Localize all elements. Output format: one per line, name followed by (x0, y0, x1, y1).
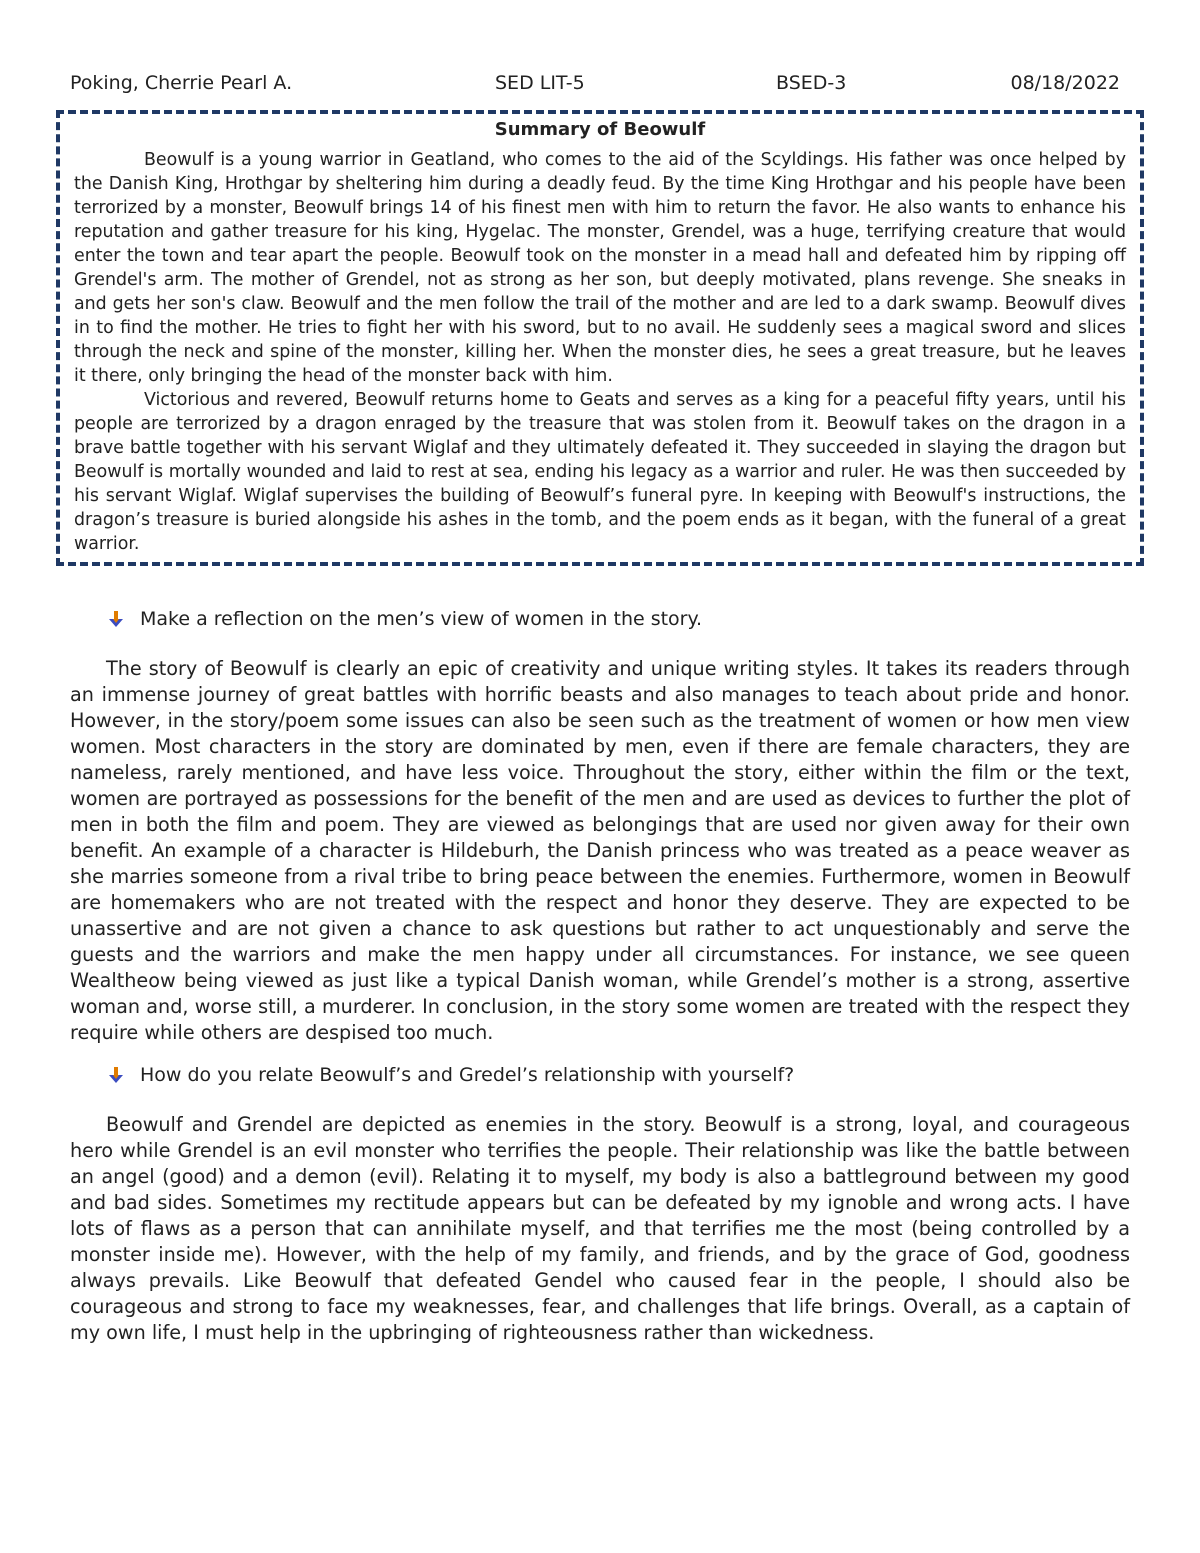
question-1 (70, 606, 1130, 632)
question-2 (70, 1062, 1130, 1088)
answer-paragraph: Beowulf and Grendel are depicted as enemies in the story. Beowulf is a strong, loyal, and courageous hero while Grendel is an evil monster who terrifies the people. Their relationship was like the battle between an angel (good) and a demon (evil). Relating it to myself, my body is also a battleground between my good and bad sides. Sometimes my rectitude appears but can be defeated by my ignoble and wrong acts. I have lots of flaws as a person that can annihilate myself, and that terrifies me the most (being controlled by a monster inside me). However, with the help of my family, and friends, and by the grace of God, goodness always prevails. Like Beowulf that defeated Gendel who caused fear in the people, I should also be courageous and strong to face my weaknesses, fear, and challenges that life brings. Overall, as a captain of my own life, I must help in the upbringing of righteousness rather than wickedness. (70, 1113, 1130, 1344)
summary-paragraph: Victorious and revered, Beowulf returns home to Geats and serves as a king for a peaceful fifty years, until his people are terrorized by a dragon enraged by the treasure that was stolen from it. Beowulf takes on the dragon in a brave battle together with his servant Wiglaf and they ultimately defeated it. They succeeded in slaying the dragon but Beowulf is mortally wounded and laid to rest at sea, ending his legacy as a warrior and ruler. He was then succeeded by his servant Wiglaf. Wiglaf supervises the building of Beowulf’s funeral pyre. In keeping with Beowulf's instructions, the dragon’s treasure is buried alongside his ashes in the tomb, and the poem ends as it began, with the funeral of a great warrior. (74, 390, 1126, 554)
question-text: How do you relate Beowulf’s and Gredel’s relationship with yourself? (140, 1064, 795, 1086)
question-text: Make a reflection on the men’s view of women in the story. (140, 608, 703, 630)
arrow-bullet-icon (108, 610, 124, 628)
answer-paragraph: The story of Beowulf is clearly an epic of creativity and unique writing styles. It takes its readers through an immense journey of great battles with horrific beasts and also manages to teach about pride and honor. However, in the story/poem some issues can also be seen such as the treatment of women or how men view women. Most characters in the story are dominated by men, even if there are female characters, they are nameless, rarely mentioned, and have less voice. Throughout the story, either within the film or the text, women are portrayed as possessions for the benefit of the men and are used as devices to further the plot of men in both the film and poem. They are viewed as belongings that are used nor given away for their own benefit. An example of a character is Hildeburh, the Danish princess who was treated as a peace weaver as she marries someone from a rival tribe to bring peace between the enemies. Furthermore, women in Beowulf are homemakers who are not treated with the respect and honor they deserve. They are expected to be unassertive and are not given a chance to ask questions but rather to act unquestionably and serve the guests and the warriors and make the men happy under all circumstances. For instance, we see queen Wealtheow being viewed as just like a typical Danish woman, while Grendel’s mother is a strong, assertive woman and, worse still, a murderer. In conclusion, in the story some women are treated with the respect they require while others are despised too much. (70, 657, 1130, 1044)
summary-paragraph: Beowulf is a young warrior in Geatland, who comes to the aid of the Scyldings. His father was once helped by the Danish King, Hrothgar by sheltering him during a deadly feud. By the time King Hrothgar and his people have been terrorized by a monster, Beowulf brings 14 of his finest men with him to return the favor. He also wants to enhance his reputation and gather treasure for his king, Hygelac. The monster, Grendel, was a huge, terrifying creature that would enter the town and tear apart the people. Beowulf took on the monster in a mead hall and defeated him by ripping off Grendel's arm. The mother of Grendel, not as strong as her son, but deeply motivated, plans revenge. She sneaks in and gets her son's claw. Beowulf and the men follow the trail of the mother and are led to a dark swamp. Beowulf dives in to find the mother. He tries to fight her with his sword, but to no avail. He suddenly sees a magical sword and slices through the neck and spine of the monster, killing her. When the monster dies, he sees a great treasure, but he leaves it there, only bringing the head of the monster back with him. (74, 150, 1126, 386)
student-name: Poking, Cherrie Pearl A. (70, 72, 293, 94)
summary-title: Summary of Beowulf (494, 119, 706, 140)
document-date: 08/18/2022 (1010, 72, 1120, 94)
summary-box (56, 110, 1144, 566)
arrow-bullet-icon (108, 1066, 124, 1084)
document-header (70, 72, 1130, 100)
section-label: BSED-3 (776, 72, 847, 94)
course-code: SED LIT-5 (495, 72, 585, 94)
document-page (70, 72, 1130, 1346)
